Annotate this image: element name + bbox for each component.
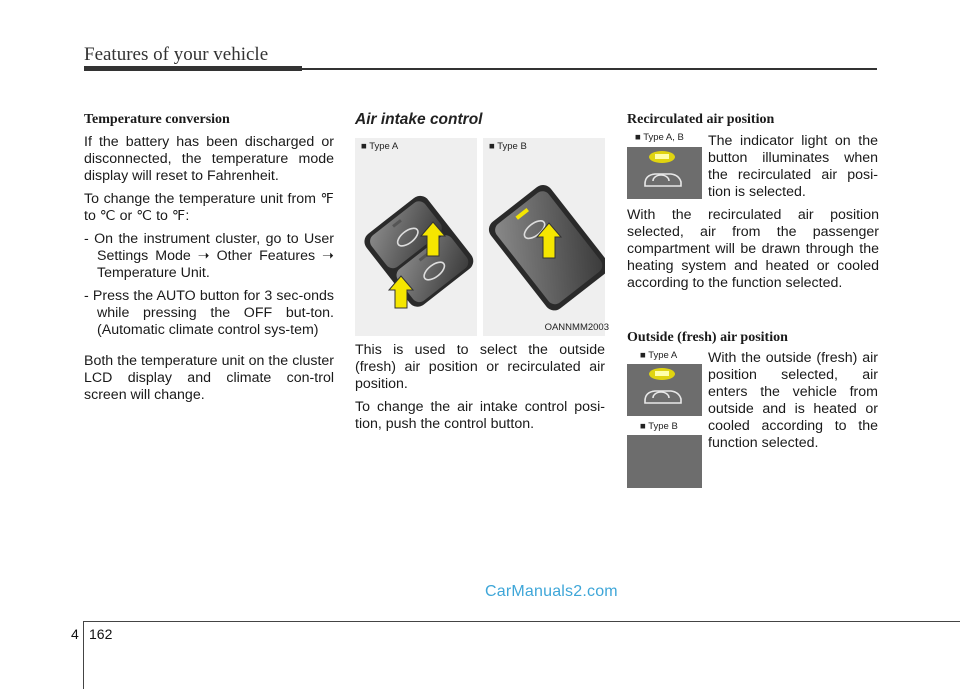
type-a-label: ■ Type A [361, 141, 399, 152]
recirc-indicator-image [627, 147, 702, 199]
indicator-light-icon [627, 147, 702, 199]
air-intake-figure [355, 138, 607, 336]
footer-vertical-rule [83, 621, 84, 689]
air-intake-control-heading: Air intake control [355, 111, 483, 128]
paragraph: This is used to select the outside (fresh) air position or recirculated air position. [355, 342, 605, 392]
paragraph: If the battery has been discharged or disconnected, the temperature mode display will reset to Fahrenheit. [84, 134, 334, 184]
header-rule-thick [84, 66, 302, 71]
paragraph: The indicator light on the button illuminates when the recirculated air posi-tion is selected. [708, 133, 878, 200]
paragraph: Both the temperature unit on the cluster LCD display and climate con-trol screen will change. [84, 353, 334, 403]
recirc-text-2-wrap [627, 207, 879, 298]
outside-air-heading: Outside (fresh) air position [627, 330, 788, 345]
left-column [84, 111, 334, 410]
recirc-heading-wrap [627, 111, 879, 134]
paragraph: To change the air intake control posi-tion, push the control button. [355, 399, 605, 432]
chapter-number: 4 [71, 626, 79, 642]
middle-column-body [355, 342, 605, 439]
type-a-label: ■ Type A [640, 350, 678, 361]
header-rule-thin [302, 68, 877, 70]
type-ab-label: ■ Type A, B [635, 132, 684, 143]
page-number: 162 [89, 626, 113, 642]
fresh-indicator-image-b [627, 435, 702, 488]
paragraph: With the outside (fresh) air position selected, air enters the vehicle from outside and is heated or cooled according to the function selected. [708, 350, 878, 451]
indicator-light-icon [627, 364, 702, 416]
recirculated-air-heading: Recirculated air position [627, 112, 775, 127]
fresh-heading-wrap [627, 329, 879, 352]
fresh-indicator-image-a [627, 364, 702, 416]
recirc-text-1-wrap [708, 133, 878, 207]
footer-rule [83, 621, 960, 622]
type-a-switch-illustration [355, 138, 477, 336]
fresh-text-wrap [708, 350, 878, 458]
paragraph: With the recirculated air position selected, air from the passenger compartment will be drawn through the heating system and heated or cooled according to the function selected. [627, 207, 879, 291]
type-b-label: ■ Type B [489, 141, 527, 152]
temperature-conversion-heading: Temperature conversion [84, 112, 230, 127]
paragraph: To change the temperature unit from ℉ to ℃ or ℃ to ℉: [84, 191, 334, 224]
middle-column-heading-wrap [355, 111, 605, 134]
list-item: - Press the AUTO button for 3 sec-onds while pressing the OFF but-ton. (Automatic climate control sys-tem) [84, 288, 334, 338]
type-b-panel [483, 138, 609, 336]
type-b-switch-illustration [483, 138, 605, 336]
list-item: - On the instrument cluster, go to User Settings Mode ➝ Other Features ➝ Temperature Unit. [84, 231, 334, 281]
type-b-label: ■ Type B [640, 421, 678, 432]
watermark-link[interactable]: CarManuals2.com [485, 583, 618, 600]
page-header-title: Features of your vehicle [84, 44, 269, 65]
figure-code: OANNMM2003 [544, 322, 609, 333]
type-a-panel [355, 138, 477, 336]
